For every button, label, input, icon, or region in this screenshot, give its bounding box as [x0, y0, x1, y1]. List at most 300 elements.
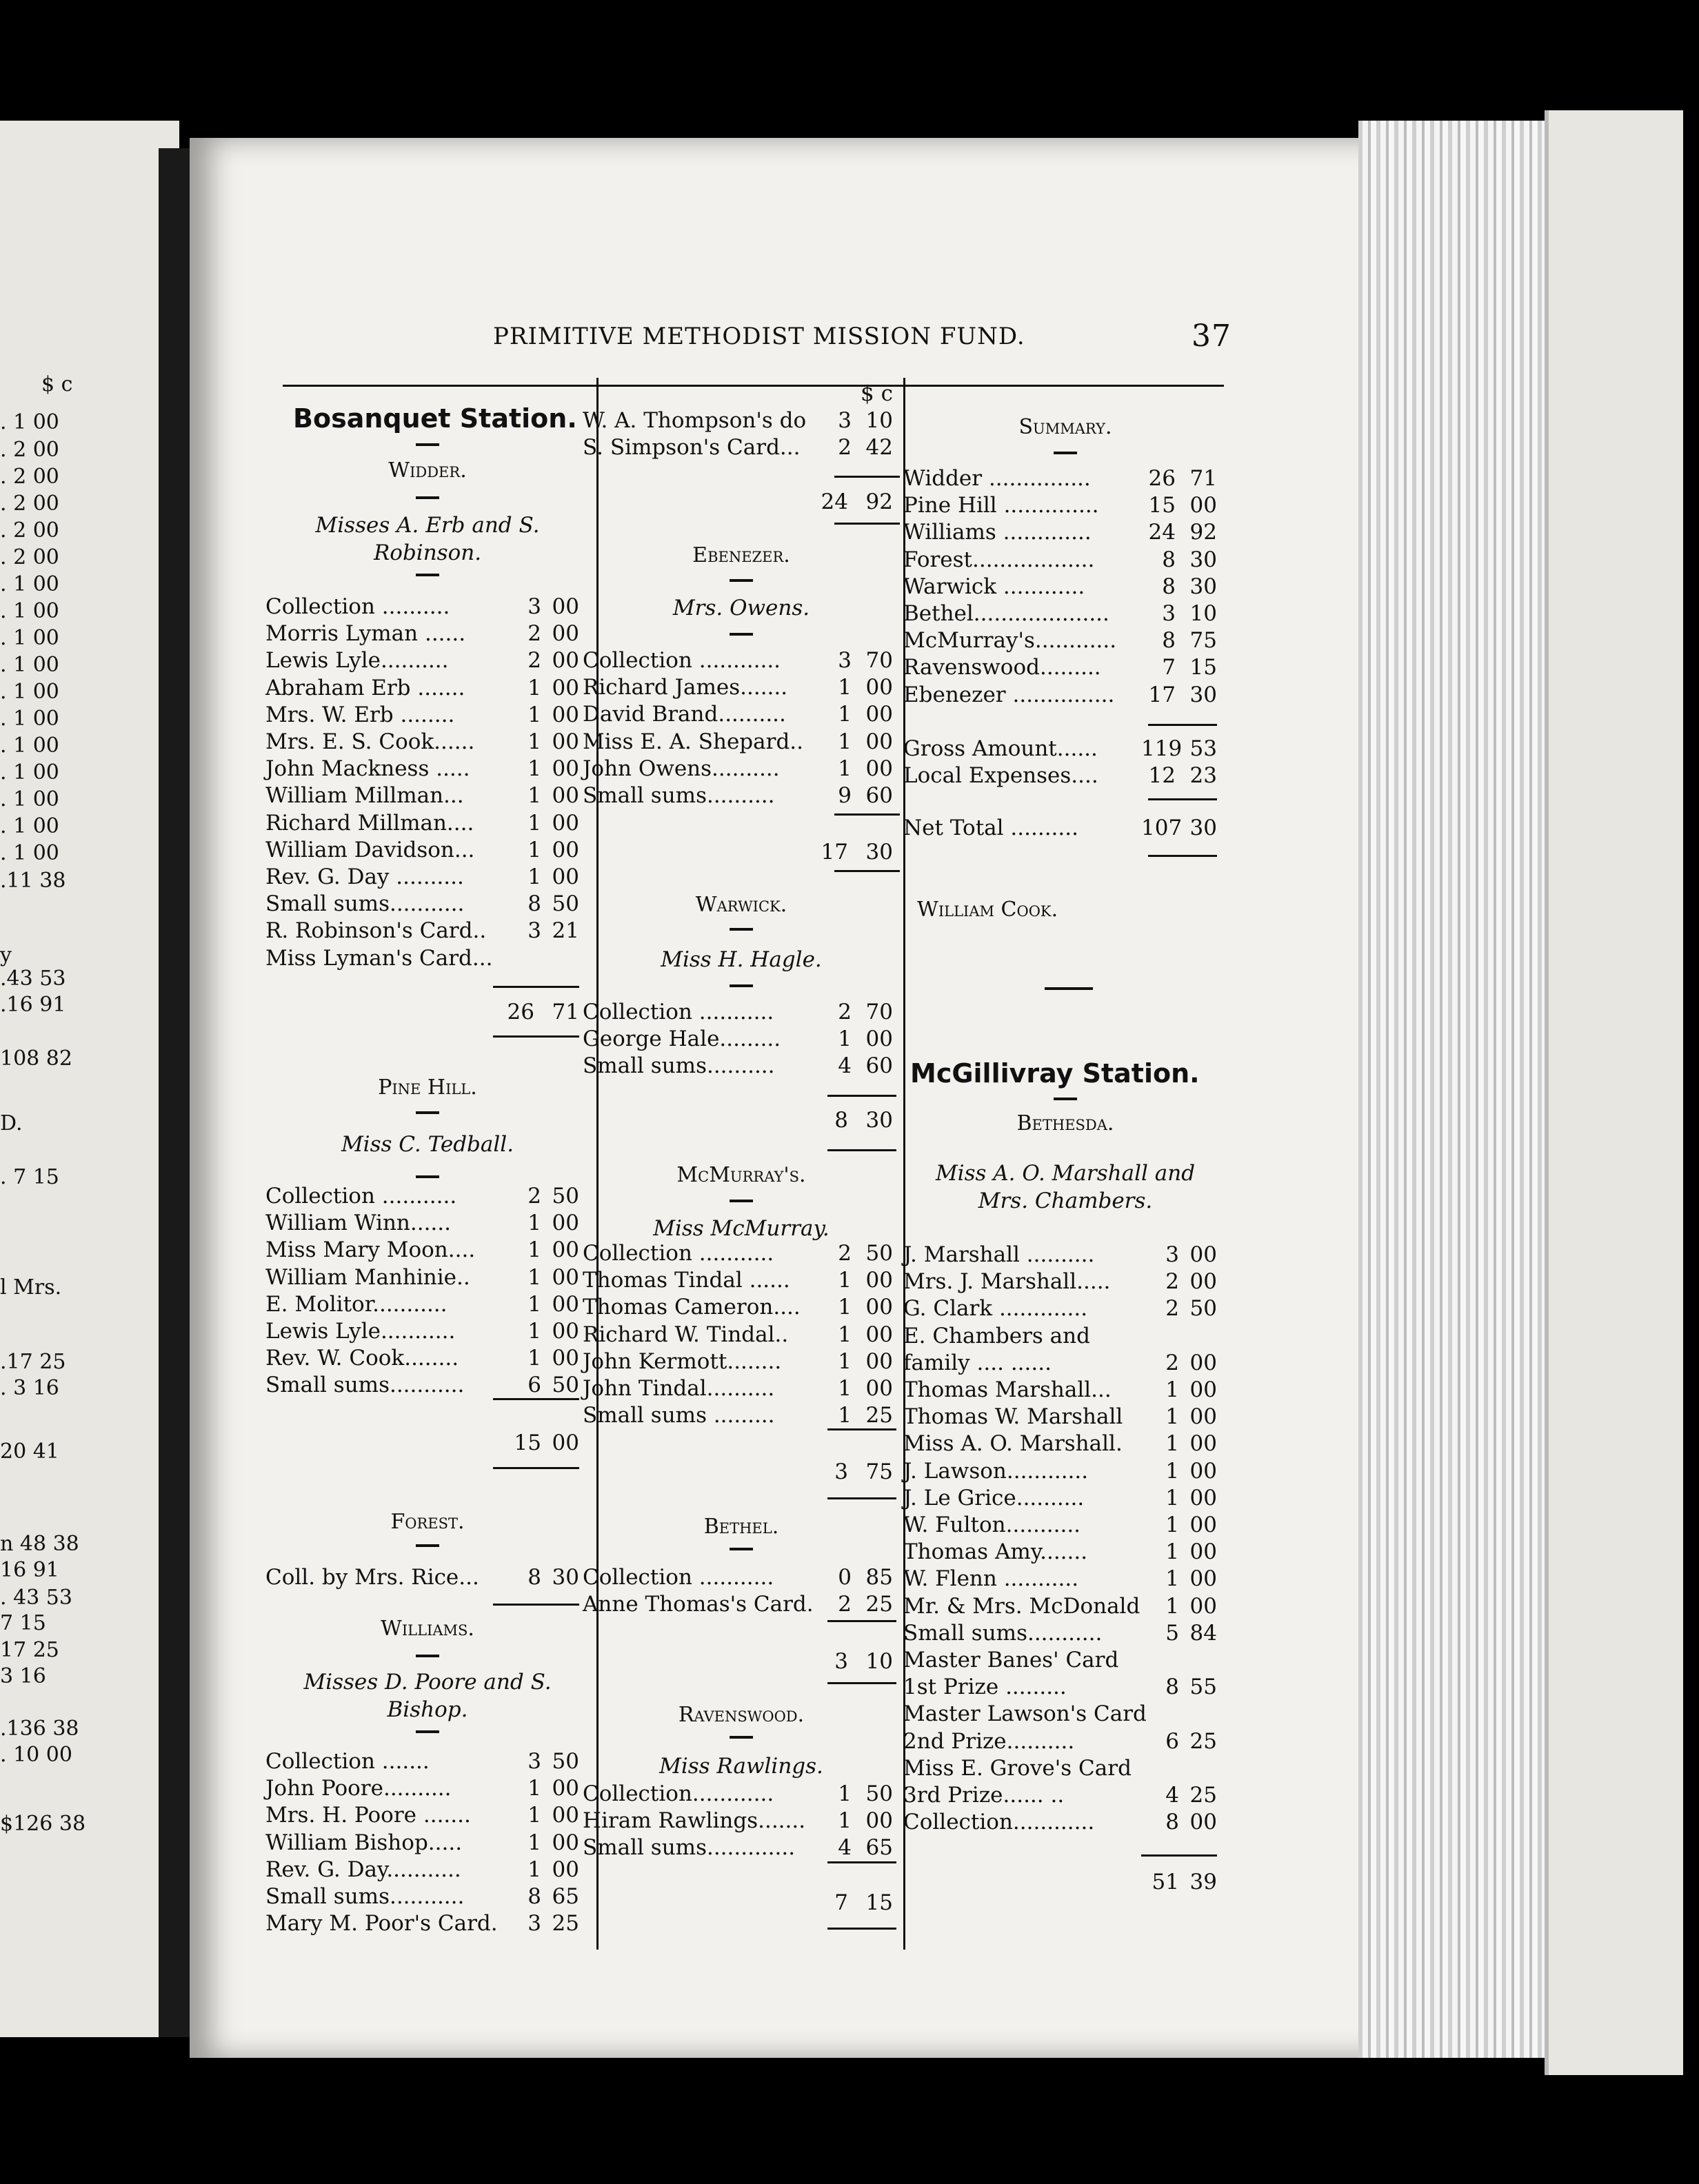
entry-dollars: 1	[527, 1264, 541, 1290]
entry-dollars: 1	[838, 1348, 852, 1374]
entry-dollars: 1	[1165, 1404, 1179, 1430]
left-fragment-line: . 2 00	[0, 465, 59, 489]
total-cents: 53	[1189, 736, 1217, 761]
entry-name: Coll. by Mrs. Rice...	[265, 1565, 479, 1590]
entry-cents: 00	[865, 675, 893, 700]
entry-name: Forest..................	[903, 547, 1095, 572]
entry-cents: 00	[1189, 1485, 1217, 1510]
entry-dollars: 15	[1148, 493, 1176, 518]
entry-cents: 60	[865, 1053, 893, 1079]
total-cents: 39	[1189, 1870, 1217, 1894]
section-heading-widder: Widder.	[388, 458, 467, 483]
entry-cents: 00	[865, 1268, 893, 1293]
total-dollars: 7	[834, 1890, 848, 1915]
left-fragment-line: . 1 00	[0, 841, 59, 865]
entry-name: David Brand..........	[583, 702, 786, 727]
entry-dollars: 6	[527, 1373, 541, 1398]
entry-name: Mrs. E. S. Cook......	[265, 729, 475, 754]
short-dash	[1054, 1098, 1077, 1100]
entry-dollars: 1	[838, 702, 852, 727]
section-heading-bethesda: Bethesda.	[1016, 1111, 1114, 1135]
entry-cents: 00	[1189, 1539, 1217, 1565]
entry-name: W. Fulton...........	[903, 1513, 1081, 1537]
entry-cents: 30	[1189, 547, 1217, 572]
entry-name: Warwick ............	[903, 574, 1085, 599]
total-cents: 92	[865, 489, 893, 514]
entry-dollars: 1	[838, 1808, 852, 1834]
entry-cents: 00	[1189, 1458, 1217, 1484]
entry-cents: 70	[865, 1000, 893, 1024]
entry-name: J. Lawson............	[903, 1458, 1089, 1484]
entry-dollars: 2	[1165, 1296, 1179, 1322]
entry-name: John Owens..........	[583, 756, 780, 781]
entry-name: Thomas Cameron....	[583, 1295, 801, 1320]
entry-cents: 30	[552, 1565, 579, 1590]
section-heading-ebenezer: Ebenezer.	[692, 543, 790, 567]
total-cents: 00	[552, 1430, 579, 1455]
entry-name: Collection .......	[265, 1749, 430, 1774]
signature: William Cook.	[917, 898, 1058, 922]
ebenezer-collectors: Mrs. Owens.	[672, 596, 810, 620]
entry-dollars: 1	[838, 756, 852, 781]
entry-name: Small sums.............	[583, 1835, 796, 1861]
sum-rule	[493, 1604, 579, 1606]
left-fragment-line: .16 91	[0, 993, 66, 1017]
entry-cents: 50	[552, 1373, 579, 1398]
entry-dollars: 6	[1165, 1728, 1179, 1754]
left-fragment-line: . 2 00	[0, 492, 59, 516]
entry-cents: 25	[865, 1592, 893, 1617]
entry-dollars: 1	[1165, 1539, 1179, 1565]
entry-name: Master Lawson's Card	[903, 1701, 1147, 1727]
entry-name: Miss Lyman's Card...	[265, 945, 493, 971]
section-heading-forest: Forest.	[390, 1510, 465, 1534]
entry-cents: 00	[865, 1808, 893, 1834]
entry-cents: 10	[1189, 601, 1217, 626]
entry-cents: 00	[552, 756, 579, 782]
sum-rule	[827, 1497, 896, 1499]
entry-name: Collection ............	[583, 648, 781, 673]
entry-cents: 00	[552, 810, 579, 836]
total-dollars: 24	[821, 489, 848, 514]
williams-collectors: Misses D. Poore and S. Bishop.	[303, 1670, 552, 1722]
left-fragment-line: . 1 00	[0, 707, 59, 731]
entry-cents: 00	[552, 729, 579, 754]
sum-rule	[493, 1035, 579, 1038]
entry-dollars: 5	[1165, 1620, 1179, 1646]
entry-cents: 00	[552, 1857, 579, 1882]
entry-cents: 25	[1189, 1783, 1217, 1808]
entry-dollars: 3	[838, 408, 852, 433]
entry-dollars: 1	[527, 783, 541, 809]
entry-dollars: 1	[838, 729, 852, 754]
short-dash	[730, 984, 753, 987]
warwick-collectors: Miss H. Hagle.	[661, 947, 822, 972]
entry-dollars: 1	[527, 1803, 541, 1828]
entry-name: Rev. W. Cook........	[265, 1346, 459, 1371]
entry-name: William Davidson...	[265, 837, 475, 862]
sum-rule	[827, 1861, 896, 1863]
entry-name: McMurray's............	[903, 628, 1117, 654]
total-cents: 23	[1189, 763, 1217, 788]
short-dash	[416, 1175, 439, 1178]
total-dollars: 17	[821, 840, 848, 865]
entry-cents: 92	[1189, 520, 1217, 545]
total-dollars: 119	[1141, 736, 1183, 761]
entry-name: J. Marshall ..........	[903, 1242, 1095, 1267]
entry-dollars: 1	[838, 675, 852, 700]
entry-dollars: 2	[527, 648, 541, 674]
entry-name: E. Molitor...........	[265, 1291, 448, 1317]
entry-dollars: 1	[527, 702, 541, 727]
entry-cents: 00	[1189, 1513, 1217, 1537]
entry-dollars: 1	[527, 810, 541, 836]
short-dash	[416, 1111, 439, 1114]
entry-name: Mary M. Poor's Card.	[265, 1911, 498, 1937]
entry-cents: 42	[865, 435, 893, 461]
sum-rule	[827, 1620, 896, 1622]
total-cents: 30	[865, 1108, 893, 1133]
entry-dollars: 8	[1162, 547, 1176, 572]
entry-name: R. Robinson's Card..	[265, 918, 487, 944]
entry-name: Miss A. O. Marshall.	[903, 1431, 1123, 1457]
entry-cents: 50	[1189, 1296, 1217, 1322]
entry-dollars: 8	[1162, 628, 1176, 654]
short-dash	[416, 1655, 439, 1657]
entry-dollars: 1	[838, 1295, 852, 1320]
section-heading-williams: Williams.	[381, 1617, 474, 1641]
entry-cents: 00	[552, 1776, 579, 1801]
entry-dollars: 1	[838, 1268, 852, 1293]
entry-cents: 55	[1189, 1675, 1217, 1700]
entry-name: Williams .............	[903, 520, 1092, 545]
entry-dollars: 4	[838, 1053, 852, 1079]
section-heading-ravenswood: Ravenswood.	[678, 1703, 805, 1727]
entry-cents: 00	[552, 675, 579, 700]
total-cents: 10	[865, 1649, 893, 1674]
entry-dollars: 1	[527, 1291, 541, 1317]
entry-dollars: 24	[1148, 520, 1176, 545]
entry-cents: 00	[552, 1830, 579, 1855]
entry-cents: 00	[552, 1211, 579, 1236]
sum-rule	[834, 813, 900, 816]
entry-dollars: 3	[527, 918, 541, 944]
sum-rule	[1148, 724, 1217, 726]
entry-name: Bethel....................	[903, 601, 1109, 626]
sum-rule	[1148, 798, 1217, 800]
section-heading-bethel: Bethel.	[703, 1515, 779, 1539]
entry-name: Collection............	[903, 1810, 1095, 1835]
entry-name: William Manhinie..	[265, 1264, 470, 1290]
left-fragment-line: . 1 00	[0, 760, 59, 785]
entry-cents: 50	[552, 891, 579, 917]
entry-name: Thomas W. Marshall	[903, 1404, 1123, 1430]
entry-dollars: 9	[838, 783, 852, 808]
entry-cents: 50	[865, 1781, 893, 1806]
entry-name: Lewis Lyle..........	[265, 648, 449, 674]
entry-name: Anne Thomas's Card.	[583, 1592, 814, 1617]
entry-name: Miss Mary Moon....	[265, 1237, 476, 1263]
entry-name: Rev. G. Day ..........	[265, 865, 464, 889]
left-fragment-header: $ c	[41, 372, 73, 396]
entry-cents: 00	[1189, 1269, 1217, 1295]
entry-dollars: 4	[1165, 1783, 1179, 1808]
entry-name: Small sums...........	[265, 1373, 465, 1398]
station-title-mcgillivray: McGillivray Station.	[910, 1058, 1200, 1089]
short-dash	[730, 928, 753, 931]
left-fragment-line: . 43 53	[0, 1586, 72, 1610]
entry-cents: 00	[1189, 493, 1217, 518]
left-fragment-line: . 1 00	[0, 787, 59, 811]
entry-dollars: 3	[527, 1749, 541, 1774]
running-head: PRIMITIVE METHODIST MISSION FUND.	[493, 323, 1025, 350]
entry-name: Small sums...........	[265, 891, 465, 917]
entry-cents: 00	[865, 1376, 893, 1401]
entry-dollars: 1	[527, 837, 541, 862]
entry-name: Mr. & Mrs. McDonald	[903, 1593, 1140, 1619]
entry-name: John Mackness .....	[265, 756, 470, 782]
entry-dollars: 2	[1165, 1350, 1179, 1375]
entry-name: John Kermott........	[583, 1348, 782, 1374]
head-rule	[283, 385, 1224, 387]
entry-dollars: 8	[527, 1565, 541, 1590]
entry-cents: 50	[552, 1184, 579, 1209]
entry-cents: 00	[552, 648, 579, 674]
sum-rule	[1148, 855, 1217, 857]
sum-rule	[827, 1149, 896, 1151]
total-cents: 30	[1189, 816, 1217, 840]
entry-name: Ravenswood.........	[903, 655, 1101, 680]
entry-cents: 00	[552, 621, 579, 647]
total-cents: 71	[552, 1000, 579, 1024]
entry-name: Lewis Lyle...........	[265, 1319, 456, 1344]
entry-cents: 00	[865, 1322, 893, 1347]
entry-cents: 21	[552, 918, 579, 944]
entry-dollars: 2	[838, 1000, 852, 1024]
entry-name: Small sums..........	[583, 1053, 775, 1079]
short-dash	[416, 443, 439, 446]
entry-dollars: 1	[1165, 1377, 1179, 1402]
entry-name: 2nd Prize..........	[903, 1728, 1075, 1754]
entry-name: S. Simpson's Card...	[583, 435, 801, 461]
total-dollars: 12	[1148, 763, 1176, 788]
entry-name: Rev. G. Day...........	[265, 1857, 461, 1882]
entry-cents: 10	[865, 408, 893, 433]
entry-cents: 71	[1189, 466, 1217, 491]
short-dash	[730, 1736, 753, 1739]
left-fragment-line: . 1 00	[0, 410, 59, 434]
entry-cents: 00	[552, 837, 579, 862]
entry-name: Master Banes' Card	[903, 1648, 1119, 1672]
book-gutter	[159, 148, 193, 2037]
total-dollars: 26	[507, 1000, 534, 1024]
entry-name: Collection ...........	[583, 1000, 774, 1024]
entry-name: E. Chambers and	[903, 1323, 1090, 1348]
entry-cents: 00	[552, 1346, 579, 1371]
entry-name: W. Flenn ...........	[903, 1566, 1079, 1592]
entry-cents: 50	[552, 1749, 579, 1774]
entry-cents: 00	[1189, 1404, 1217, 1430]
left-fragment-line: 3 16	[0, 1664, 46, 1688]
entry-name: George Hale.........	[583, 1027, 781, 1052]
entry-cents: 00	[1189, 1377, 1217, 1402]
left-fragment-line: . 1 00	[0, 572, 59, 596]
page-number: 37	[1192, 318, 1231, 354]
sum-rule	[834, 476, 900, 478]
total-dollars: 3	[834, 1459, 848, 1484]
gross-amount-label: Gross Amount......	[903, 736, 1098, 761]
entry-name: Pine Hill ..............	[903, 493, 1099, 518]
entry-name: Widder ...............	[903, 466, 1091, 491]
entry-dollars: 1	[527, 865, 541, 889]
total-cents: 30	[865, 840, 893, 865]
short-dash	[730, 1200, 753, 1202]
total-dollars: 15	[514, 1430, 541, 1455]
entry-dollars: 3	[527, 1911, 541, 1937]
total-dollars: 3	[834, 1649, 848, 1674]
entry-dollars: 2	[527, 1184, 541, 1209]
entry-name: Small sums..........	[583, 783, 775, 808]
entry-dollars: 8	[527, 891, 541, 917]
entry-cents: 75	[1189, 628, 1217, 654]
section-divider	[1045, 987, 1093, 990]
entry-name: family .... ......	[903, 1350, 1052, 1375]
entry-cents: 00	[865, 1348, 893, 1374]
entry-dollars: 8	[527, 1884, 541, 1909]
entry-dollars: 2	[838, 1241, 852, 1266]
left-fragment-line: $126 38	[0, 1812, 86, 1836]
sum-rule	[1141, 1854, 1217, 1857]
entry-cents: 30	[1189, 682, 1217, 707]
sum-rule	[827, 1928, 896, 1930]
entry-name: G. Clark .............	[903, 1296, 1088, 1322]
entry-name: Mrs. J. Marshall.....	[903, 1269, 1111, 1295]
entry-dollars: 1	[527, 1211, 541, 1236]
section-heading-pine-hill: Pine Hill.	[378, 1075, 477, 1100]
entry-cents: 00	[552, 783, 579, 809]
short-dash	[416, 574, 439, 576]
entry-name: 1st Prize .........	[903, 1675, 1067, 1700]
entry-dollars: 1	[527, 1776, 541, 1801]
entry-cents: 25	[1189, 1728, 1217, 1754]
sum-rule	[493, 1398, 579, 1400]
entry-dollars: 1	[1165, 1431, 1179, 1457]
entry-name: Abraham Erb .......	[265, 675, 465, 700]
entry-dollars: 1	[838, 1322, 852, 1347]
total-cents: 15	[865, 1890, 893, 1915]
entry-cents: 50	[865, 1241, 893, 1266]
left-fragment-line: . 7 15	[0, 1165, 59, 1189]
entry-cents: 00	[552, 702, 579, 727]
left-fragment-line: . 2 00	[0, 438, 59, 462]
short-dash	[730, 579, 753, 582]
entry-dollars: 1	[527, 1346, 541, 1371]
total-cents: 75	[865, 1459, 893, 1484]
left-fragment-line: 7 15	[0, 1611, 46, 1635]
left-fragment-line: . 2 00	[0, 518, 59, 543]
left-fragment-line: y	[0, 943, 12, 967]
entry-dollars: 1	[527, 1319, 541, 1344]
entry-name: Collection ...........	[583, 1241, 774, 1266]
entry-name: William Winn......	[265, 1211, 451, 1236]
entry-cents: 00	[1189, 1350, 1217, 1375]
entry-cents: 00	[865, 729, 893, 754]
entry-name: Thomas Tindal ......	[583, 1268, 790, 1293]
entry-cents: 00	[1189, 1242, 1217, 1267]
entry-cents: 00	[865, 1295, 893, 1320]
left-fragment-line: . 1 00	[0, 653, 59, 677]
left-fragment-line: . 2 00	[0, 545, 59, 569]
sum-rule	[827, 1682, 896, 1684]
entry-dollars: 1	[1165, 1513, 1179, 1537]
entry-name: Mrs. W. Erb ........	[265, 702, 455, 727]
entry-cents: 00	[865, 702, 893, 727]
entry-name: Morris Lyman ......	[265, 621, 466, 647]
entry-dollars: 1	[527, 756, 541, 782]
entry-name: John Poore..........	[265, 1776, 452, 1801]
entry-dollars: 0	[838, 1565, 852, 1590]
entry-cents: 00	[1189, 1593, 1217, 1619]
entry-name: Collection ...........	[265, 1184, 457, 1209]
sum-rule	[827, 1428, 896, 1430]
entry-dollars: 1	[527, 1830, 541, 1855]
ravenswood-collectors: Miss Rawlings.	[659, 1754, 823, 1779]
left-fragment-line: . 1 00	[0, 734, 59, 758]
left-fragment-line: .17 25	[0, 1350, 66, 1374]
entry-name: Miss E. Grove's Card	[903, 1755, 1132, 1781]
entry-dollars: 1	[838, 1403, 852, 1428]
entry-cents: 00	[552, 865, 579, 889]
entry-dollars: 8	[1165, 1810, 1179, 1835]
entry-cents: 60	[865, 783, 893, 808]
entry-dollars: 1	[838, 1027, 852, 1052]
widder-collectors: Misses A. Erb and S. Robinson.	[315, 513, 540, 565]
entry-cents: 70	[865, 648, 893, 673]
entry-name: Small sums .........	[583, 1403, 775, 1428]
entry-dollars: 2	[838, 435, 852, 461]
short-dash	[730, 633, 753, 636]
currency-header: $ c	[861, 381, 893, 406]
entry-dollars: 26	[1148, 466, 1176, 491]
left-fragment-line: .43 53	[0, 967, 66, 991]
entry-name: Thomas Marshall...	[903, 1377, 1112, 1402]
entry-name: Thomas Amy.......	[903, 1539, 1088, 1565]
left-fragment-line: . 1 00	[0, 814, 59, 838]
entry-dollars: 8	[1165, 1675, 1179, 1700]
entry-dollars: 3	[527, 594, 541, 619]
left-fragment-line: . 1 00	[0, 680, 59, 704]
left-fragment-line: . 1 00	[0, 626, 59, 650]
entry-name: Collection............	[583, 1781, 774, 1806]
entry-name: Miss E. A. Shepard..	[583, 729, 804, 754]
left-fragment-line: 108 82	[0, 1046, 72, 1071]
entry-dollars: 1	[838, 1376, 852, 1401]
left-fragment-line: l Mrs.	[0, 1275, 62, 1300]
short-dash	[416, 1544, 439, 1547]
entry-cents: 65	[865, 1835, 893, 1861]
entry-name: Ebenezer ...............	[903, 682, 1115, 707]
entry-cents: 00	[865, 756, 893, 781]
entry-cents: 00	[552, 1319, 579, 1344]
left-fragment-line: 17 25	[0, 1638, 59, 1662]
page-edges	[1358, 121, 1565, 2058]
entry-dollars: 1	[838, 1781, 852, 1806]
net-total-label: Net Total ..........	[903, 816, 1078, 840]
entry-dollars: 1	[1165, 1593, 1179, 1619]
sum-rule	[827, 1095, 896, 1097]
entry-name: Collection ..........	[265, 594, 450, 619]
left-fragment-line: .11 38	[0, 869, 66, 893]
